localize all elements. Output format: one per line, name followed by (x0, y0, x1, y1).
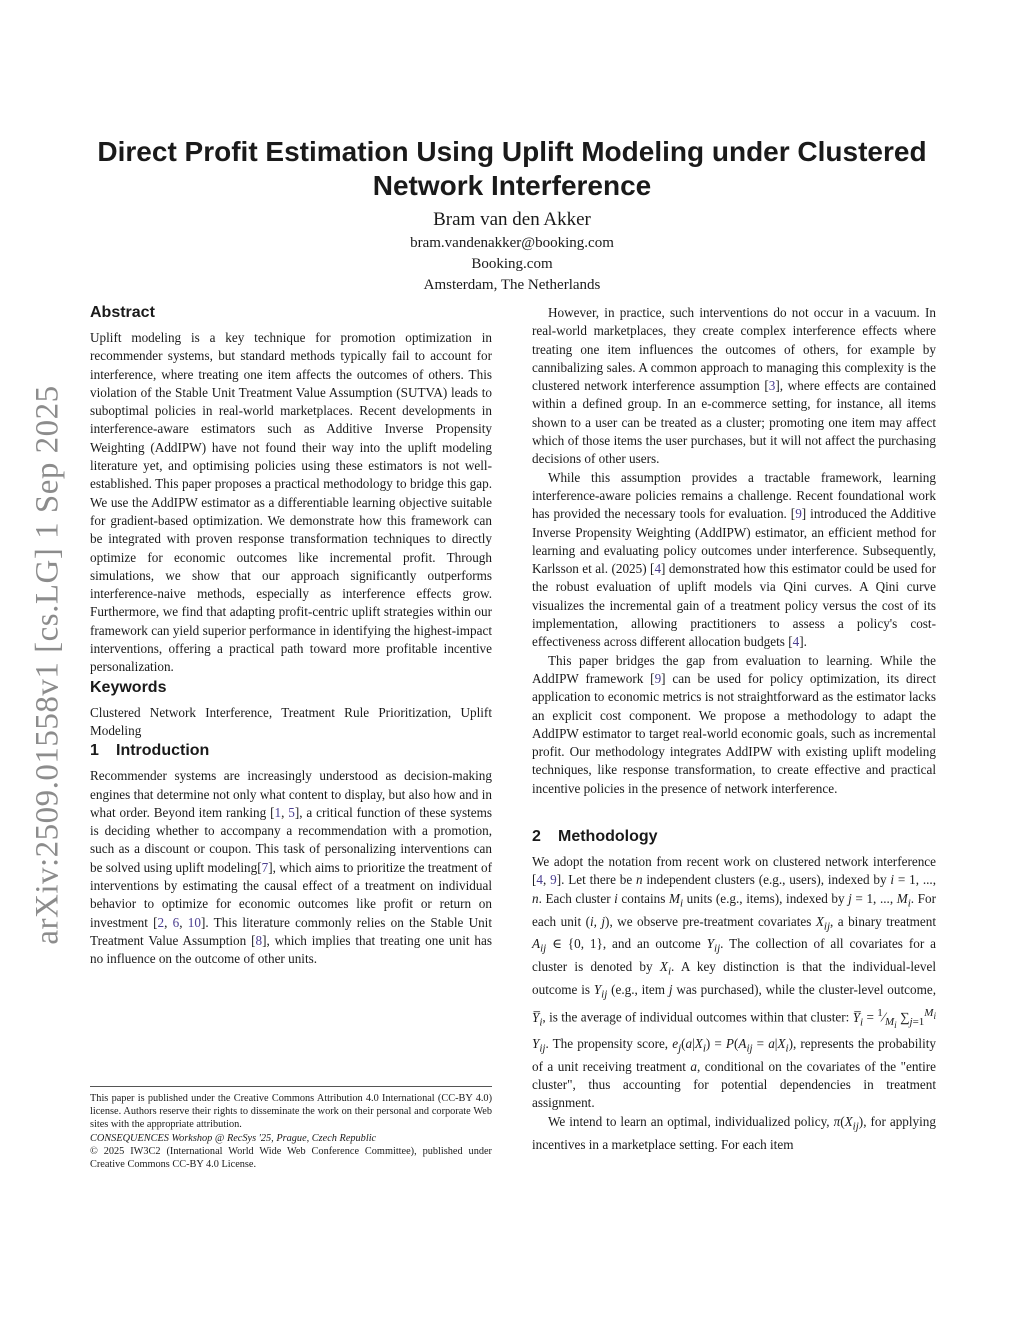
citation-link[interactable]: 10 (187, 914, 201, 930)
method-paragraph: We adopt the notation from recent work on clustered network interference [4, 9]. Let there be n independent clusters (e.g., users), indexed by i = 1, ..., n. Each cluster i contains $M_i$ units (e.g., items), indexed by j = 1, ..., $M_i$. For each unit (i, j), we observe pre-treatment covariates $X_{ij}$, a binary treatment $A_{ij}$ ∈ {0, 1}, and an outcome $Y_{ij}$. The collection of all covariates for a cluster is denoted by $X_i$. A key distinction is that the individual-level outcome is $Y_{ij}$ (e.g., item j was purchased), while the cluster-level outcome, $Y̅_i$, is the average of individual outcomes within that cluster: $Y̅_i$ = $^1⁄_{M_i}$ $\sum_{j=1}^{M_i}$ $Y_{ij}$. The propensity score, $e_j(a|X_i) = P(A_{ij} = a|X_i)$, represents the probability of a unit receiving treatment a, conditional on the covariates of the "entire cluster", thus accounting for potential dependencies in treatment assignment. (532, 854, 937, 1111)
method-heading (532, 826, 936, 848)
citation-link[interactable]: 3 (768, 378, 776, 394)
citation-link[interactable]: 5 (288, 804, 295, 820)
paragraph: We intend to learn an optimal, individualized policy, $\pi(X_{ij})$, for applying incentives in a marketplace setting. For each item (532, 1113, 936, 1152)
paragraph: While this assumption provides a tractable framework, learning interference-aware policies remains a challenge. Recent foundational work has provided the necessary tools for evaluation. [9] introduced the Additive Inverse Propensity Weighting (AddIPW) estimator, an efficient method for learning and evaluating policy outcomes under interference. Subsequently, Karlsson et al. (2025) [4] demonstrated how this estimator could be used for the robust evaluation of uplift models via Qini curves. A Qini curve visualizes the incremental gain of a treatment policy versus the cost of its implementation, allowing practitioners to assess a policy's cost-effectiveness across different allocation budgets [4]. (532, 469, 936, 650)
citation-link[interactable]: 7 (261, 859, 269, 875)
author-affiliation: Booking.com (471, 256, 553, 272)
paragraph: However, in practice, such interventions do not occur in a vacuum. In real-world marketplaces, they create complex interference effects where treating one item influences the outcomes of others, for example by cannibalizing sales. A common approach to managing this complexity is the clustered network interference assumption [3], where effects are contained within a defined group. In an e-commerce setting, for instance, all items shown to a user can be treated as a cluster; promoting one item may affect which of those items the user purchases, but it will not affect the purchasing decisions of other users. (532, 305, 936, 467)
footnote-license: This paper is published under the Creative Commons Attribution 4.0 International (CC-BY 4.0) license. Authors reserve their rights to disseminate the work on their personal and corporate Web sites with the appropriate attribution. (90, 1093, 492, 1131)
abstract-text: Uplift modeling is a key technique for promotion optimization in recommender systems, but standard methods typically fail to account for interference, where treating one item affects the outcomes of others. This violation of the Stable Unit Treatment Value Assumption (SUTVA) leads to suboptimal policies in real-world marketplaces. Recent developments in interference-aware estimators such as Additive Inverse Propensity Weighting (AddIPW) have not found their way into the uplift modeling literature yet, and optimising policies using these estimators is not well-established. This paper proposes a practical methodology to bridge this gap. We use the AddIPW estimator as a differentiable learning objective suitable for gradient-based optimization. We demonstrate how this framework can be integrated with proven response transformation techniques to directly optimize for economic outcomes like incremental profit. Through simulations, we show that our approach significantly outperforms interference-naive methods, especially as interference effects grow. Furthermore, we find that adapting profit-centric uplift strategies within our framework can yield superior performance in identifying the highest-impact interventions, offering a practical path toward more profitable incentive personalization. (90, 330, 492, 675)
citation-link[interactable]: 1 (274, 804, 282, 820)
footnote-venue: CONSEQUENCES Workshop @ RecSys '25, Prague, Czech Republic (90, 1132, 377, 1144)
citation-link[interactable]: 9 (654, 670, 662, 686)
citation-link[interactable]: 9 (795, 506, 802, 522)
footnote-copyright: © 2025 IW3C2 (International World Wide Web Conference Committee), published under Creative Commons CC-BY 4.0 License. (90, 1145, 492, 1171)
citation-link[interactable]: 9 (550, 872, 557, 888)
citation-link[interactable]: 4 (792, 634, 800, 650)
intro-heading (90, 740, 492, 762)
author-name: Bram van den Akker (433, 209, 591, 230)
citation-link[interactable]: 4 (654, 561, 662, 577)
author-location: Amsterdam, The Netherlands (423, 277, 601, 293)
citation-link[interactable]: 6 (172, 914, 180, 930)
left-column (90, 302, 492, 969)
citation-link[interactable]: 2 (157, 914, 165, 930)
author-email[interactable]: bram.vandenakker@booking.com (410, 235, 614, 251)
right-column (532, 304, 936, 1154)
intro-paragraph: Recommender systems are increasingly understood as decision-making engines that determine not only what content to display, but also how and in what order. Beyond item ranking [1, 5], a critical function of these systems is deciding whether to accompany a recommendation with a promotion, such as a discount or coupon. This task of personalizing interventions can be solved using uplift modeling[7], which aims to prioritize the treatment of interventions by estimating the causal effect of a treatment on individual behavior to optimize for economic outcomes like profit or return on investment [2, 6, 10]. This literature commonly relies on the Stable Unit Treatment Value Assumption [8], which implies that treating one unit has no influence on the outcome of other units. (90, 768, 493, 967)
intro-number: 1 (90, 742, 99, 760)
intro-title: Introduction (116, 742, 210, 760)
citation-link[interactable]: 4 (536, 872, 543, 888)
abstract-heading: Abstract (90, 304, 155, 321)
footnote-block (90, 1086, 492, 1171)
keywords-text: Clustered Network Interference, Treatment Rule Prioritization, Uplift Modeling (90, 704, 492, 738)
method-title: Methodology (558, 828, 658, 846)
author-block (80, 207, 944, 296)
paragraph: This paper bridges the gap from evaluation to learning. While the AddIPW framework [9] can be used for policy optimization, its direct application to economic metrics is not straightforward as the estimator lacks an explicit cost component. We propose a methodology to adapt the AddIPW estimator to target real-world economic goals, such as incremental profit. Our methodology integrates AddIPW with existing uplift modeling techniques, like response transformation, to create effective and practical incentive policies in the presence of network interference. (532, 652, 936, 796)
arxiv-identifier (18, 380, 78, 950)
method-number: 2 (532, 828, 541, 846)
arxiv-id-text: arXiv:2509.01558v1 [cs.LG] 1 Sep 2025 (29, 385, 66, 945)
citation-link[interactable]: 8 (255, 932, 263, 948)
paper-title: Direct Profit Estimation Using Uplift Modeling under Clustered Network Interference (97, 136, 927, 201)
keywords-heading: Keywords (90, 678, 167, 696)
